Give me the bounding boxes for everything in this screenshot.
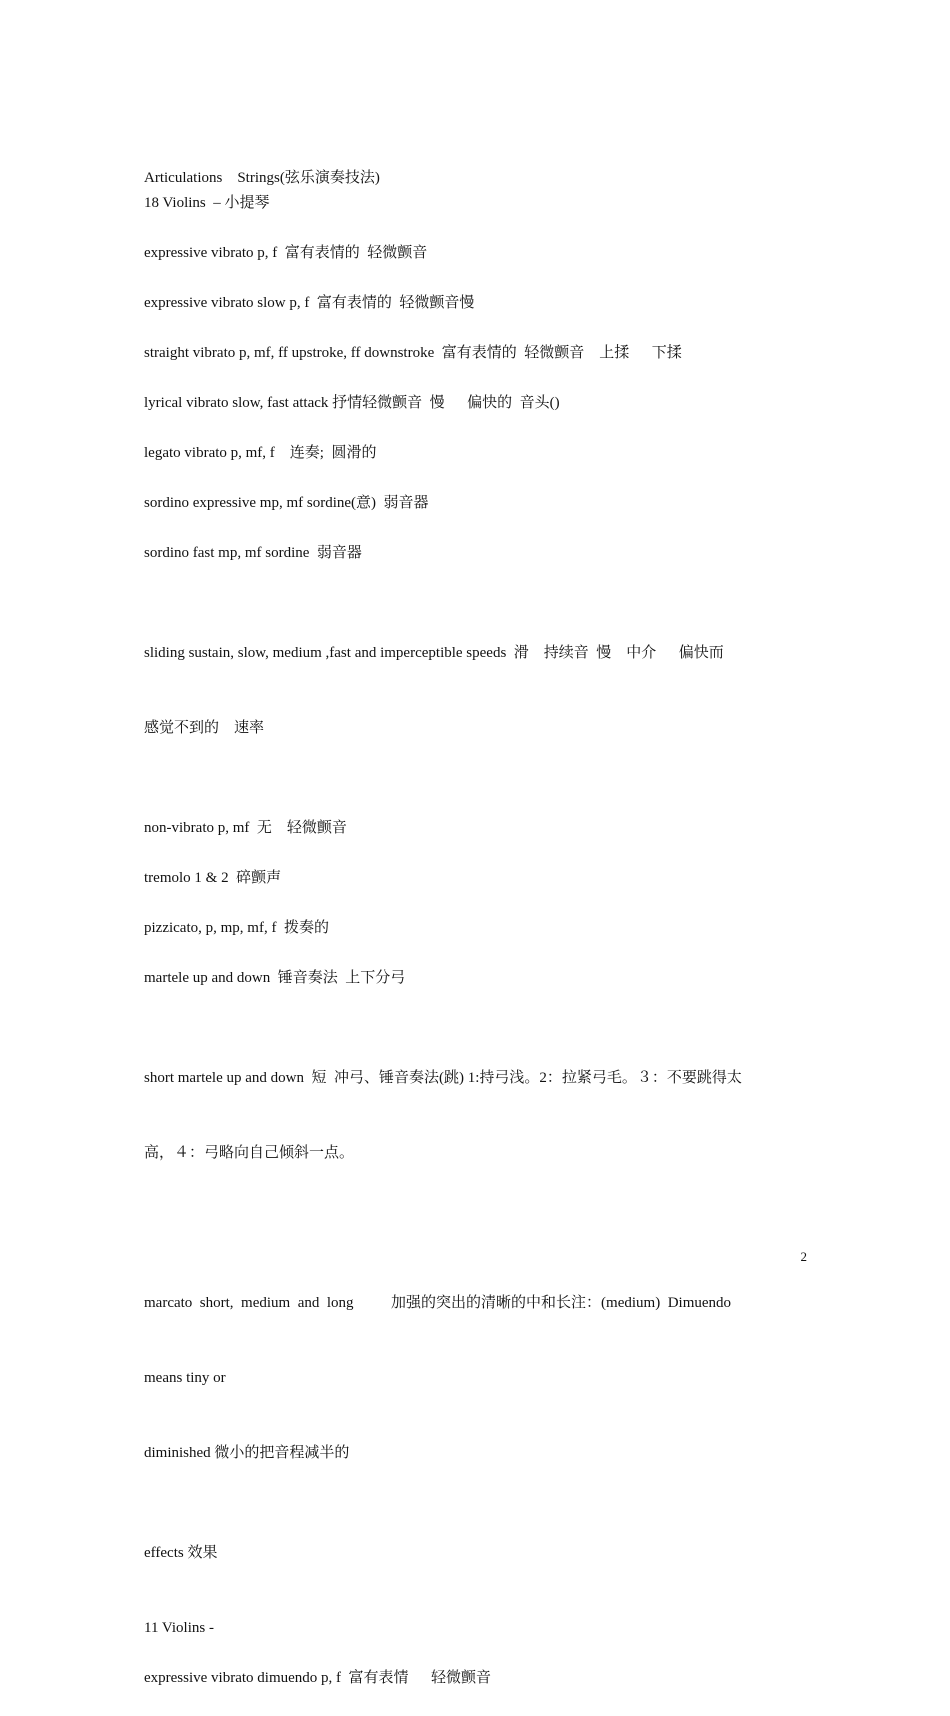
articulation-item: lyrical vibrato slow, fast attack 抒情轻微颤音 慢 偏快的 音头() bbox=[144, 395, 560, 411]
articulation-item: non-vibrato p, mf 无 轻微颤音 bbox=[144, 820, 347, 836]
sliding-line-1: sliding sustain, slow, medium ,fast and imperceptible speeds 滑 持续音 慢 中介 偏快而 bbox=[144, 645, 724, 661]
section-heading-18-violins: 18 Violins – 小提琴 bbox=[144, 195, 270, 211]
articulation-item: sordino fast mp, mf sordine 弱音器 bbox=[144, 545, 362, 561]
articulation-item: pizzicato, p, mp, mf, f 拨奏的 bbox=[144, 920, 329, 936]
articulation-item: sordino expressive mp, mf sordine(意) 弱音器 bbox=[144, 495, 429, 511]
articulation-item: legato vibrato p, mf, f 连奏; 圆滑的 bbox=[144, 445, 377, 461]
articulation-item-short-martele bbox=[144, 1016, 807, 1216]
section-heading-11-violins: 11 Violins - bbox=[144, 1620, 214, 1636]
document-body bbox=[144, 166, 807, 1716]
document-title: Articulations Strings(弦乐演奏技法) bbox=[144, 170, 380, 186]
page-number: 2 bbox=[800, 1249, 807, 1264]
articulation-item: straight vibrato p, mf, ff upstroke, ff downstroke 富有表情的 轻微颤音 上揉 下揉 bbox=[144, 345, 682, 361]
articulation-item-marcato bbox=[144, 1241, 807, 1516]
effects-heading: effects 效果 bbox=[144, 1545, 218, 1561]
articulation-item-sliding bbox=[144, 591, 807, 791]
marcato-line-1: marcato short, medium and long 加强的突出的清晰的中和长注：(medium) Dimuendo bbox=[144, 1295, 732, 1311]
sliding-line-2: 感觉不到的 速率 bbox=[144, 720, 265, 736]
articulation-item: martele up and down 锤音奏法 上下分弓 bbox=[144, 970, 406, 986]
articulation-item: expressive vibrato slow p, f 富有表情的 轻微颤音慢 bbox=[144, 295, 475, 311]
articulation-item: expressive vibrato dimuendo p, f 富有表情 轻微颤音 bbox=[144, 1670, 492, 1686]
spacer bbox=[144, 1591, 807, 1616]
articulation-item: expressive vibrato p, f 富有表情的 轻微颤音 bbox=[144, 245, 428, 261]
short-martele-line-1: short martele up and down 短 冲弓、锤音奏法(跳) 1:持弓浅。2：拉紧弓毛。３：不要跳得太 bbox=[144, 1070, 742, 1086]
marcato-line-3: diminished 微小的把音程减半的 bbox=[144, 1445, 350, 1461]
marcato-line-2: means tiny or bbox=[144, 1370, 226, 1386]
short-martele-line-2: 高，４：弓略向自己倾斜一点。 bbox=[144, 1145, 355, 1161]
articulation-item: tremolo 1 & 2 碎颤声 bbox=[144, 870, 282, 886]
